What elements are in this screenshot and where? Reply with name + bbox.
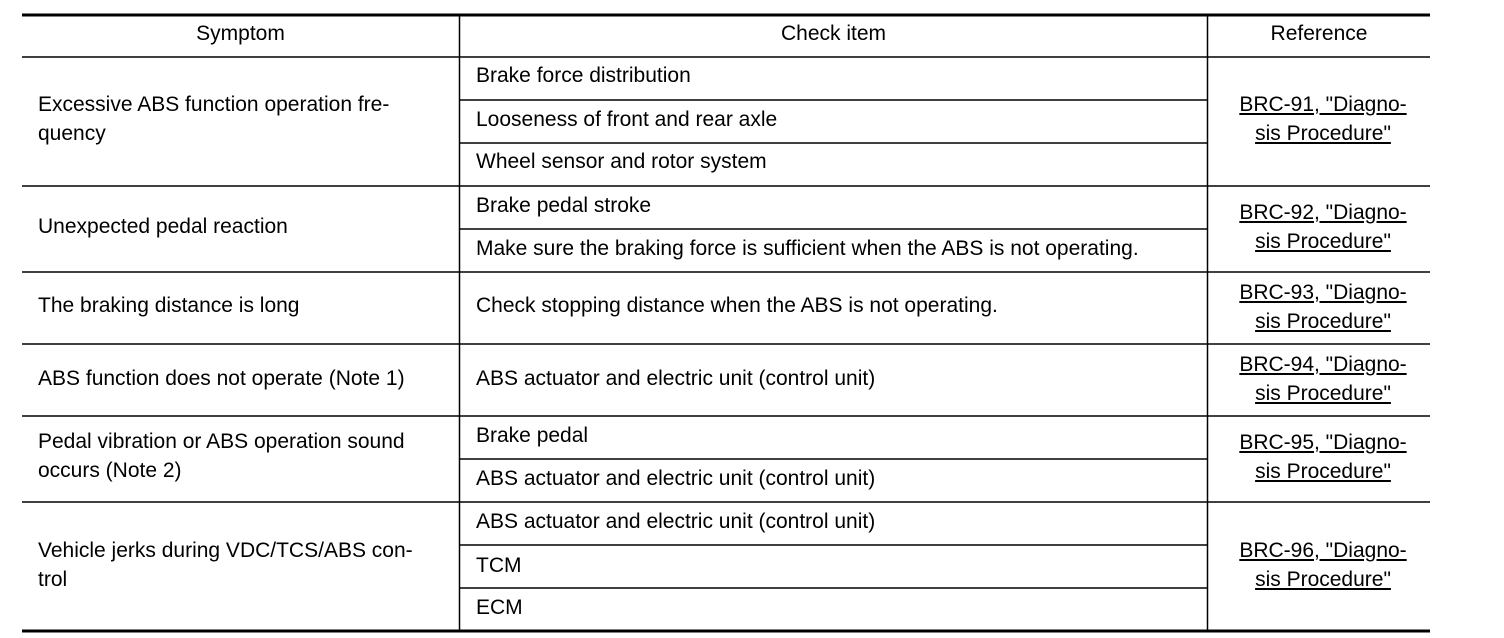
symptom-line: Excessive ABS function operation fre- [38,93,390,116]
reference-line: sis Procedure" [1255,568,1391,591]
symptom-line: Unexpected pedal reaction [38,215,288,238]
reference-line: sis Procedure" [1255,382,1391,405]
reference-link[interactable] [1208,536,1438,594]
check-item: TCM [476,554,522,577]
check-item: ABS actuator and electric unit (control unit) [476,467,876,490]
check-item: Brake force distribution [476,64,691,87]
check-item: ABS actuator and electric unit (control unit) [476,367,876,390]
symptom-line: quency [38,122,106,145]
symptom-line: trol [38,568,68,591]
reference-link[interactable] [1208,428,1438,486]
reference-link[interactable] [1208,90,1438,148]
reference-line: BRC-93, "Diagno- [1239,281,1407,304]
check-item: ECM [476,596,523,619]
reference-line: sis Procedure" [1255,122,1391,145]
check-item: Wheel sensor and rotor system [476,150,767,173]
symptom-cell [38,291,300,320]
reference-line: BRC-94, "Diagno- [1239,353,1407,376]
check-item: Brake pedal stroke [476,194,652,217]
reference-line: sis Procedure" [1255,460,1391,483]
check-item: ABS actuator and electric unit (control unit) [476,510,876,533]
symptom-line: occurs (Note 2) [38,459,182,482]
symptom-cell [38,536,413,594]
header-check-item: Check item [780,22,887,45]
check-item: Looseness of front and rear axle [476,108,778,131]
reference-line: sis Procedure" [1255,310,1391,333]
symptom-cell [38,212,288,241]
header-symptom: Symptom [196,22,285,45]
symptom-cell [38,364,405,393]
symptom-line: The braking distance is long [38,294,300,317]
reference-link[interactable] [1208,198,1438,256]
reference-link[interactable] [1208,350,1438,408]
check-item: Make sure the braking force is sufficient when the ABS is not operating. [476,237,1139,260]
symptom-cell [38,90,389,148]
check-item: Check stopping distance when the ABS is not operating. [476,294,998,317]
reference-line: BRC-95, "Diagno- [1239,431,1407,454]
symptom-line: Vehicle jerks during VDC/TCS/ABS con- [38,539,413,562]
symptom-cell [38,427,405,485]
check-item: Brake pedal [476,424,589,447]
reference-link[interactable] [1208,278,1438,336]
symptom-line: Pedal vibration or ABS operation sound [38,430,405,453]
header-reference: Reference [1270,22,1368,45]
symptom-line: ABS function does not operate (Note 1) [38,367,405,390]
reference-line: BRC-92, "Diagno- [1239,201,1407,224]
reference-line: BRC-96, "Diagno- [1239,539,1407,562]
reference-line: BRC-91, "Diagno- [1239,93,1407,116]
reference-line: sis Procedure" [1255,230,1391,253]
